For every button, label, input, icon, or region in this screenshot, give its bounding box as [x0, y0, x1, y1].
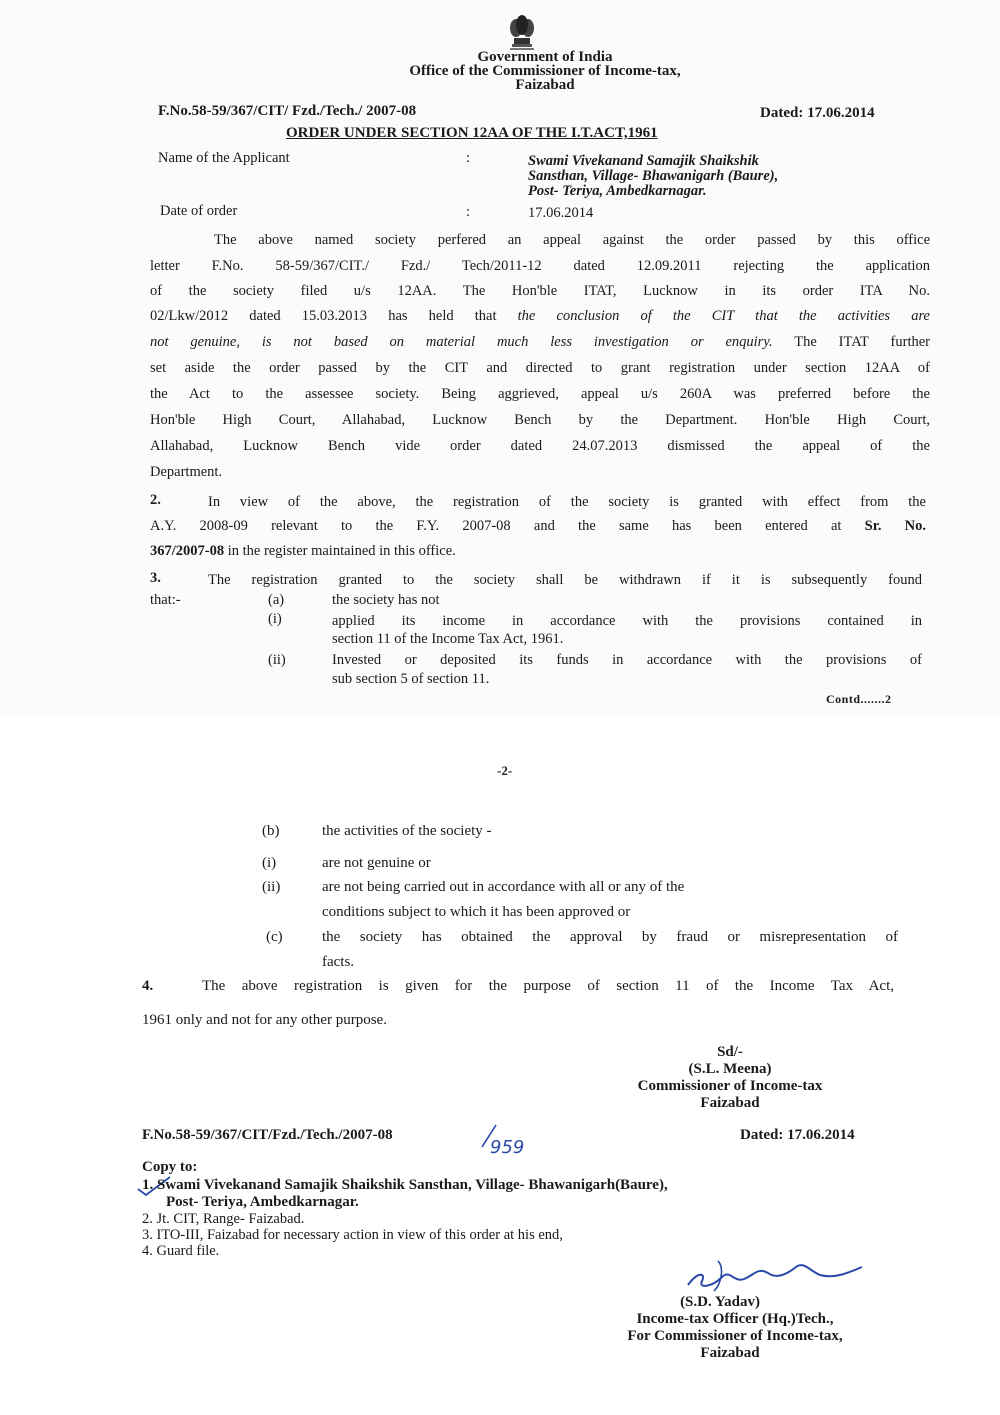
clause-ii-line1: Invested or deposited its funds in accordance with the provisions of [332, 652, 922, 668]
clause-i-line1: applied its income in accordance with the provisions contained in [332, 613, 922, 629]
applicant-label: Name of the Applicant [158, 150, 290, 166]
para3-line: The registration granted to the society shall be withdrawn if it is subsequently found [208, 572, 922, 588]
para2-number: 2. [150, 492, 161, 508]
para1-line: Department. [150, 464, 223, 480]
para2-line [150, 518, 926, 535]
header-government: Government of India [477, 49, 613, 65]
applicant-colon: : [466, 150, 471, 166]
date-of-order-label: Date of order [160, 203, 238, 219]
date-of-order-value: 17.06.2014 [528, 205, 594, 221]
page-number: -2- [497, 763, 513, 778]
para1-line: letter F.No. 58-59/367/CIT./ Fzd./ Tech/2011-12 dated 12.09.2011 rejecting the application [150, 258, 930, 274]
sd-mark: Sd/- [717, 1044, 743, 1060]
handwritten-number-text: 959 [490, 1137, 525, 1158]
file-number: F.No.58-59/367/CIT/ Fzd./Tech./ 2007-08 [158, 103, 417, 119]
clause-b-label: (b) [262, 823, 280, 839]
clause-c-label: (c) [266, 929, 283, 945]
signatory2-place: Faizabad [700, 1345, 760, 1361]
clause-b-i-text: are not genuine or [322, 855, 431, 871]
footer-date: Dated: 17.06.2014 [740, 1127, 855, 1143]
para4-number: 4. [142, 978, 154, 994]
signatory2-for: For Commissioner of Income-tax, [627, 1328, 843, 1344]
copy-to-label: Copy to: [142, 1159, 198, 1175]
clause-b-ii-label: (ii) [262, 879, 281, 895]
para4-line2: 1961 only and not for any other purpose. [142, 1012, 387, 1028]
para3-number: 3. [150, 570, 161, 586]
clause-c-line1: the society has obtained the approval by fraud or misrepresentation of [322, 929, 898, 945]
para1-line: the Act to the assessee society. Being aggrieved, appeal u/s 260A was preferred before the [150, 386, 930, 402]
para2-text: A.Y. 2008-09 relevant to the F.Y. 2007-08 and the same has been entered at [150, 518, 842, 534]
para1-line [150, 308, 930, 325]
copy-recipient-3: 3. ITO-III, Faizabad for necessary action in view of this order at his end, [142, 1227, 563, 1243]
applicant-name-line3: Post- Teriya, Ambedkarnagar. [528, 183, 707, 199]
para2-text-end: in the register maintained in this office. [227, 543, 456, 559]
order-title: ORDER UNDER SECTION 12AA OF THE I.T.ACT,1961 [286, 125, 658, 141]
signatory2-title: Income-tax Officer (Hq.)Tech., [636, 1311, 834, 1327]
para2-line [150, 543, 456, 560]
para1-quote-part2: not genuine, is not based on material much less investigation or enquiry. [150, 334, 773, 350]
signatory2-name: (S.D. Yadav) [680, 1294, 760, 1310]
clause-b-text: the activities of the society - [322, 823, 492, 839]
para1-line: The above named society perfered an appeal against the order passed by this office [214, 232, 930, 248]
date-of-order-colon: : [466, 204, 471, 220]
clause-c-line2: facts. [322, 954, 355, 970]
para2-serial-number: 367/2007-08 [150, 543, 225, 559]
footer-file-number: F.No.58-59/367/CIT/Fzd./Tech./2007-08 [142, 1127, 393, 1143]
para1-line [150, 334, 930, 351]
clause-b-ii-line1: are not being carried out in accordance with all or any of the [322, 879, 685, 895]
clause-a-text: the society has not [332, 592, 440, 608]
handwritten-signature [678, 1253, 868, 1297]
clause-i-label: (i) [268, 611, 282, 627]
para1-line: of the society filed u/s 12AA. The Hon'ble ITAT, Lucknow in its order ITA No. [150, 283, 930, 299]
para1-line: Allahabad, Lucknow Bench vide order dated 24.07.2013 dismissed the appeal of the [150, 438, 930, 454]
para1-ref: 02/Lkw/2012 dated 15.03.2013 has held that [150, 308, 497, 324]
page-two [0, 715, 1000, 1415]
copy-recipient-1-line2: Post- Teriya, Ambedkarnagar. [166, 1194, 359, 1210]
para1-itat-further: The ITAT further [794, 334, 930, 350]
signatory1-place: Faizabad [700, 1095, 760, 1111]
para3-that: that:- [150, 592, 181, 608]
copy-recipient-2: 2. Jt. CIT, Range- Faizabad. [142, 1211, 305, 1227]
applicant-name-line1: Swami Vivekanand Samajik Shaikshik [528, 153, 759, 169]
clause-a-label: (a) [268, 592, 285, 608]
applicant-name-line2: Sansthan, Village- Bhawanigarh (Baure), [528, 168, 779, 184]
copy-recipient-1-line1: 1. Swami Vivekanand Samajik Shaikshik Sansthan, Village- Bhawanigarh(Baure), [142, 1177, 668, 1193]
header-city: Faizabad [515, 77, 575, 93]
clause-b-ii-line2: conditions subject to which it has been approved or [322, 904, 631, 920]
continued-note: Contd.......2 [826, 692, 892, 706]
para1-line: Hon'ble High Court, Allahabad, Lucknow Bench by the Department. Hon'ble High Court, [150, 412, 930, 428]
copy-recipient-4: 4. Guard file. [142, 1243, 220, 1259]
date-top: Dated: 17.06.2014 [760, 105, 875, 121]
handwritten-number [478, 1117, 538, 1161]
header-office: Office of the Commissioner of Income-tax, [409, 63, 681, 79]
para2-line: In view of the above, the registration of the society is granted with effect from the [208, 494, 926, 510]
para4-line1: The above registration is given for the purpose of section 11 of the Income Tax Act, [202, 978, 894, 994]
clause-ii-line2: sub section 5 of section 11. [332, 671, 490, 687]
clause-i-line2: section 11 of the Income Tax Act, 1961. [332, 631, 564, 647]
para1-line: set aside the order passed by the CIT and directed to grant registration under section 12AA of [150, 360, 930, 376]
clause-ii-label: (ii) [268, 652, 286, 668]
para2-serial-label: Sr. No. [864, 518, 927, 534]
para1-quote-part1: the conclusion of the CIT that the activities are [517, 308, 930, 324]
clause-b-i-label: (i) [262, 855, 277, 871]
signatory1-name: (S.L. Meena) [688, 1061, 772, 1077]
national-emblem-icon [500, 12, 544, 52]
signatory1-title: Commissioner of Income-tax [637, 1078, 823, 1094]
